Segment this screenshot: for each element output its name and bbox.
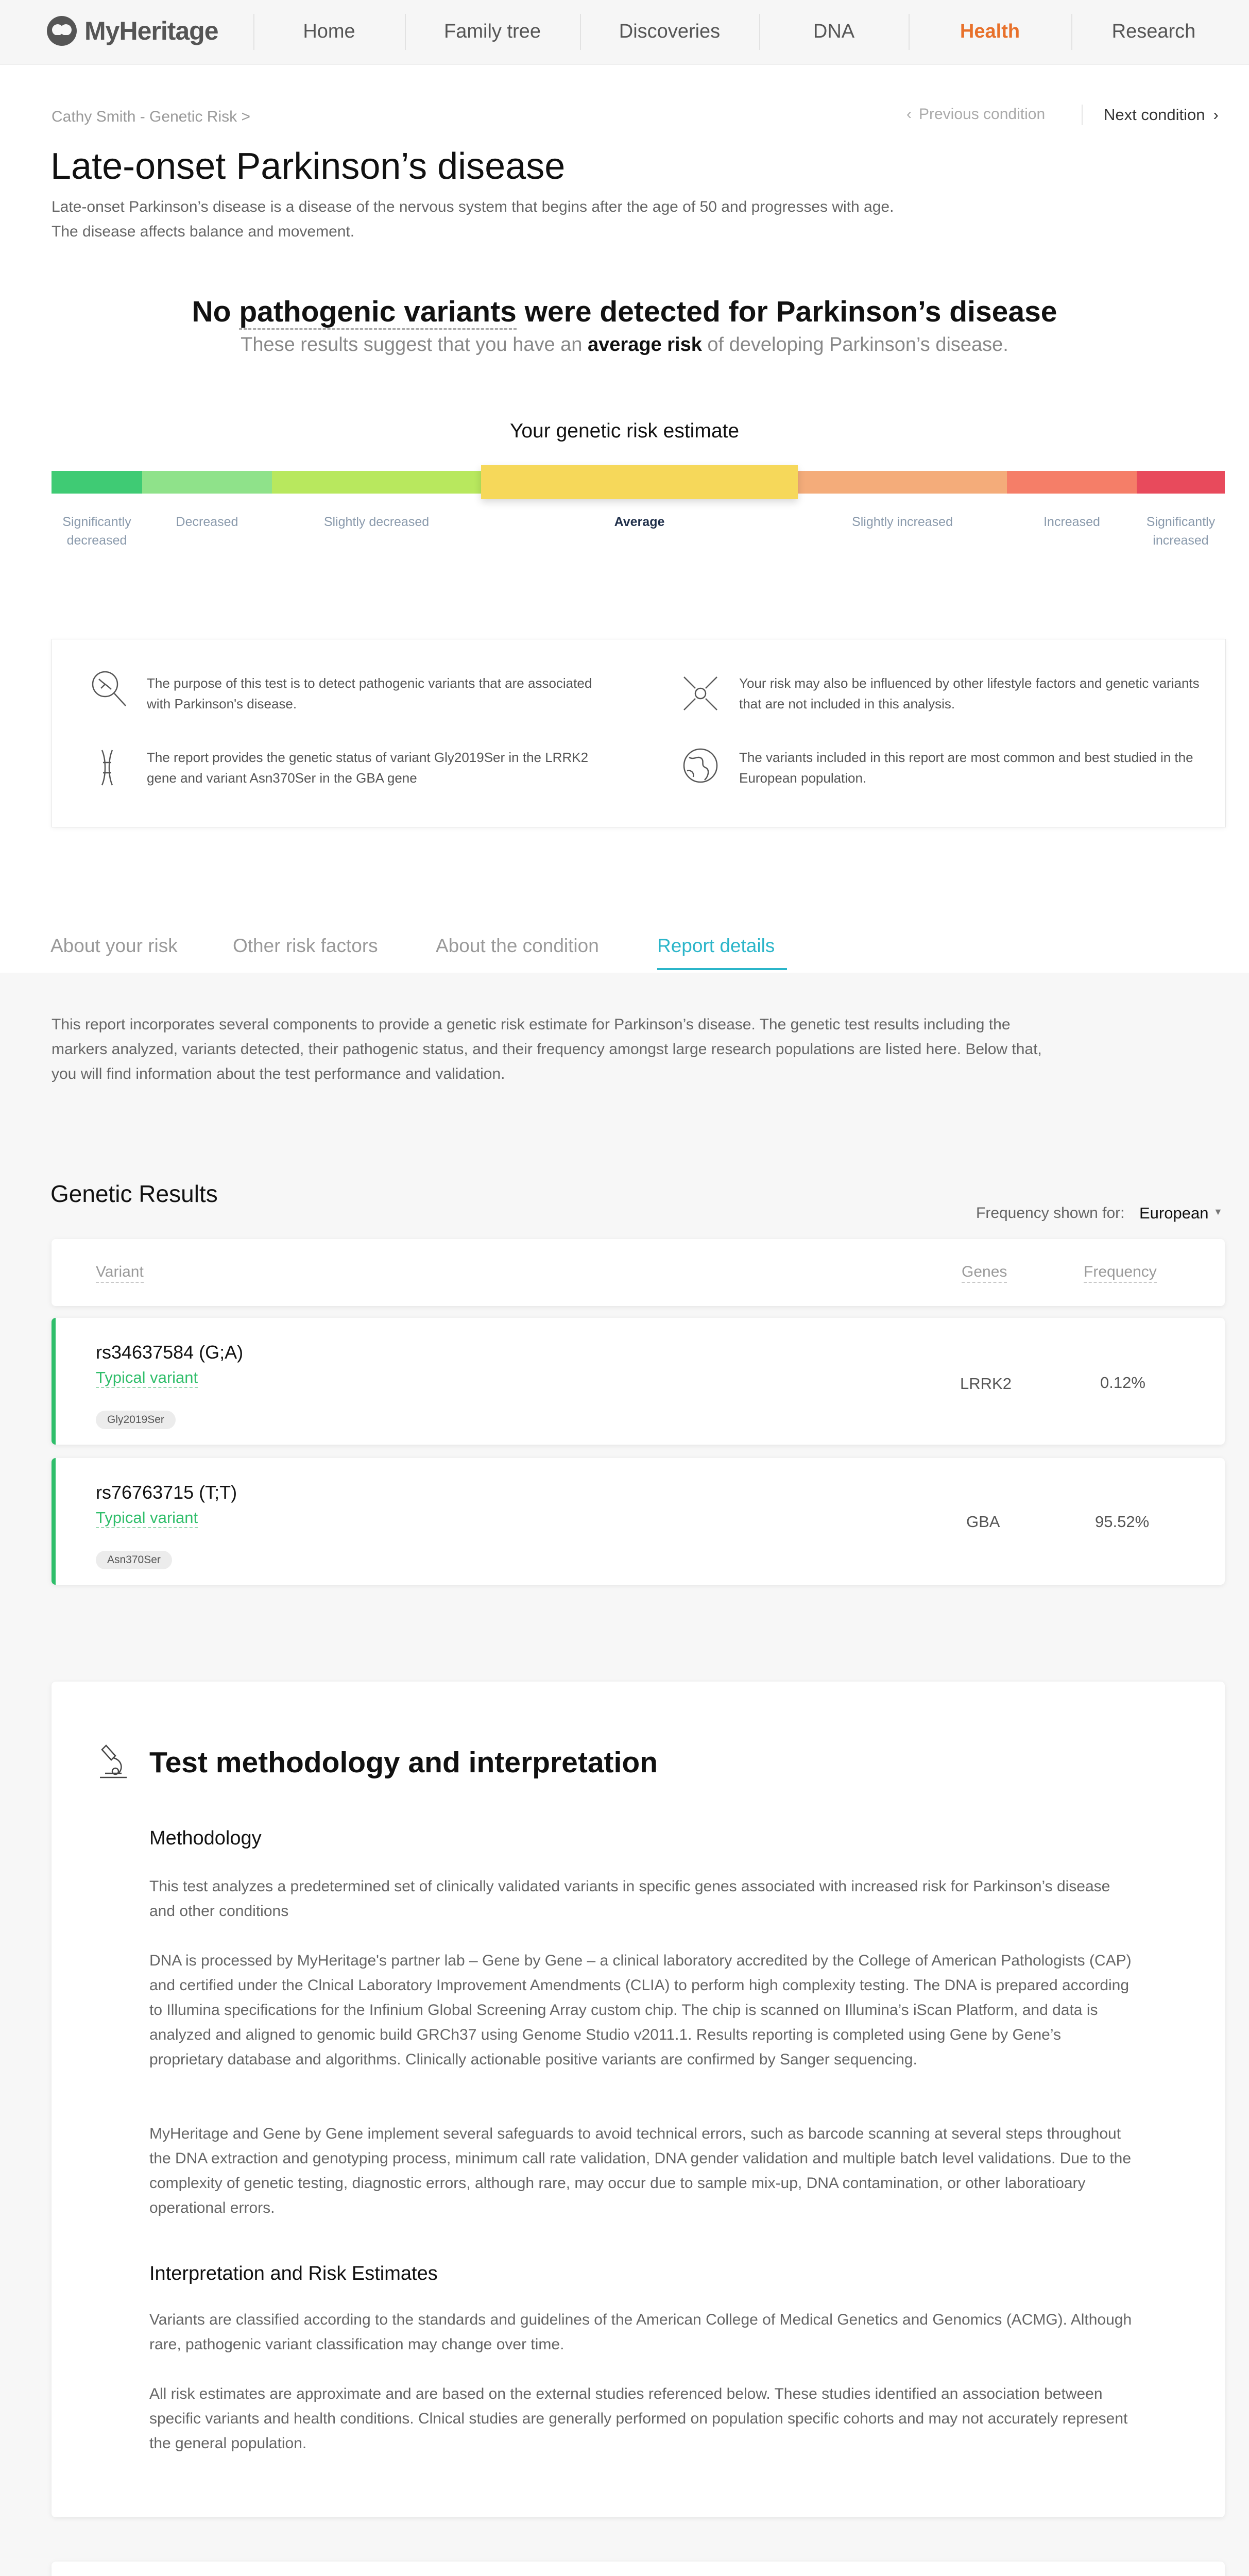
genetic-results-title: Genetic Results — [50, 1180, 218, 1207]
tab-about-the-condition[interactable]: About the condition — [436, 935, 599, 956]
breadcrumb[interactable]: Cathy Smith - Genetic Risk > — [52, 108, 250, 125]
methodology-heading: Methodology — [149, 1827, 262, 1849]
result-subheadline — [0, 334, 1249, 356]
variant-status[interactable]: Typical variant — [96, 1509, 198, 1528]
result-sub-bold: average risk — [588, 334, 702, 355]
condition-description: Late-onset Parkinson’s disease is a disease of the nervous system that begins after the age of 50 and progresses with age. The disease affects balance and movement. — [52, 198, 894, 240]
pathogenic-variants-term[interactable]: pathogenic variants — [239, 295, 516, 330]
risk-label-average: Average — [614, 515, 665, 529]
risk-estimate-title: Your genetic risk estimate — [509, 420, 740, 442]
chevron-right-icon: › — [1213, 106, 1219, 124]
risk-segment-slightly-increased — [798, 471, 1007, 494]
myheritage-logo[interactable] — [45, 14, 218, 47]
methodology-title: Test methodology and interpretation — [149, 1746, 658, 1779]
risk-segment-increased — [1007, 471, 1137, 494]
tab-other-risk-factors[interactable]: Other risk factors — [233, 935, 378, 956]
active-tab-indicator — [657, 968, 787, 970]
nav-item-health[interactable]: Health — [960, 20, 1020, 42]
risk-segment-slightly-decreased — [272, 471, 481, 494]
table-row[interactable] — [52, 1458, 1225, 1585]
methodology-paragraph: MyHeritage and Gene by Gene implement several safeguards to avoid technical errors, such as barcode scanning at several steps throughout the DNA extraction and genotyping process, minimum call rate validation, DNA gender validation and multiple batch level validations. Due to the complexity of genetic testing, diagnostic errors, although rare, may occur due to sample mix-up, DNA contamination, or other laboratioary operational errors. — [149, 2125, 1132, 2216]
result-headline-post: were detected for Parkinson’s disease — [516, 295, 1057, 328]
methodology-paragraph: DNA is processed by MyHeritage's partner lab – Gene by Gene – a clinical laboratory accredited by the College of American Pathologists (CAP) and certified under the Clnical Laboratory Improvement Amendments (CLIA) to perform high complexity testing. The DNA is prepared according to Illumina specifications for the Infinium Global Screening Array custom chip. The chip is scanned on Illumina’s iScan Platform, and data is analyzed and aligned to genomic build GRCh37 using Genome Studio v2011.1. Results reporting is completed using Gene by Gene’s proprietary database and algorithms. Clinically actionable positive variants are confirmed by Sanger sequencing. — [149, 1952, 1132, 2068]
risk-label-slightly-decreased: Slightly decreased — [323, 515, 430, 529]
variant-gene: LRRK2 — [960, 1375, 1012, 1393]
nav-item-dna[interactable]: DNA — [813, 20, 855, 42]
nav-item-discoveries[interactable]: Discoveries — [619, 20, 721, 42]
risk-label-increased: Increased — [1043, 515, 1100, 529]
caret-down-icon[interactable]: ▼ — [1213, 1207, 1223, 1217]
previous-condition-label: Previous condition — [919, 106, 1046, 123]
pager-divider — [1082, 105, 1083, 125]
brand-name: MyHeritage — [84, 16, 218, 45]
variant-frequency: 0.12% — [1100, 1374, 1145, 1392]
risk-label-slightly-increased: Slightly increased — [852, 515, 953, 529]
risk-segment-significantly-decreased — [52, 471, 142, 494]
nav-item-home[interactable]: Home — [303, 20, 355, 42]
variant-gene: GBA — [966, 1513, 1000, 1531]
info-text-report-variants: The report provides the genetic status of variant Gly2019Ser in the LRRK2 gene and variant Asn370Ser in the GBA gene — [147, 750, 589, 786]
column-header-genes[interactable]: Genes — [962, 1263, 1007, 1283]
risk-segment-average-selected — [481, 465, 798, 499]
genetic-results-table-header — [52, 1239, 1225, 1306]
variant-status[interactable]: Typical variant — [96, 1368, 198, 1388]
test-info-card — [52, 639, 1226, 827]
risk-label-significantly-decreased: Significantly decreased — [62, 515, 131, 548]
microscope-icon — [93, 1741, 134, 1785]
interpretation-heading: Interpretation and Risk Estimates — [149, 2263, 438, 2284]
table-row[interactable] — [52, 1318, 1225, 1445]
variant-tag: Gly2019Ser — [96, 1411, 176, 1429]
magnifier-dna-icon — [88, 668, 129, 709]
previous-condition-link[interactable] — [906, 106, 1045, 123]
interpretation-paragraph: All risk estimates are approximate and are based on the external studies referenced below. These studies identified an association between specific variants and health conditions. Clnical studies are generally performed on population specific cohorts and may not accurately represent the general population. — [149, 2385, 1128, 2452]
myheritage-logo-icon — [45, 14, 78, 47]
next-condition-link[interactable] — [1104, 106, 1219, 124]
variant-tag: Asn370Ser — [96, 1551, 172, 1569]
risk-label-decreased: Decreased — [176, 515, 238, 529]
risk-segment-decreased — [142, 471, 272, 494]
result-sub-pre: These results suggest that you have an — [241, 334, 588, 355]
chevron-left-icon: ‹ — [906, 106, 912, 123]
chromosome-icon — [89, 747, 130, 788]
risk-label-significantly-increased: Significantly increased — [1146, 515, 1216, 548]
result-sub-post: of developing Parkinson’s disease. — [702, 334, 1008, 355]
report-intro: This report incorporates several components to provide a genetic risk estimate for Parkinson’s disease. The genetic test results including the markers analyzed, variants detected, their pathogenic status, and their frequency amongst large research populations are listed here. Below that, you will find information about the test performance and validation. — [52, 1016, 1042, 1082]
tab-about-your-risk[interactable]: About your risk — [50, 935, 178, 956]
info-text-purpose: The purpose of this test is to detect pathogenic variants that are associated with Parkinson's disease. — [147, 675, 592, 711]
considerations-card — [52, 2562, 1225, 2576]
result-headline-pre: No — [192, 295, 239, 328]
result-headline — [0, 295, 1249, 329]
frequency-label: Frequency shown for: — [976, 1205, 1125, 1222]
risk-segment-significantly-increased — [1137, 471, 1225, 494]
methodology-paragraph: This test analyzes a predetermined set of clinically validated variants in specific genes associated with increased risk for Parkinson’s disease and other conditions — [149, 1878, 1110, 1920]
info-text-population: The variants included in this report are most common and best studied in the European population. — [739, 750, 1193, 786]
info-text-lifestyle: Your risk may also be influenced by other lifestyle factors and genetic variants that are not included in this analysis. — [739, 675, 1200, 711]
next-condition-label: Next condition — [1104, 106, 1205, 124]
tab-report-details[interactable]: Report details — [657, 935, 775, 956]
interpretation-paragraph: Variants are classified according to the standards and guidelines of the American College of Medical Genetics and Genomics (ACMG). Although rare, pathogenic variant classification may change over time. — [149, 2311, 1132, 2353]
variant-name: rs76763715 (T;T) — [96, 1482, 237, 1503]
nav-item-research[interactable]: Research — [1111, 20, 1196, 42]
page-title: Late-onset Parkinson’s disease — [50, 146, 566, 187]
globe-icon — [680, 745, 721, 786]
variant-frequency: 95.52% — [1095, 1513, 1150, 1531]
lifestyle-factors-icon — [680, 673, 721, 714]
column-header-frequency[interactable]: Frequency — [1084, 1263, 1157, 1283]
column-header-variant[interactable]: Variant — [96, 1263, 144, 1283]
nav-item-family-tree[interactable]: Family tree — [444, 20, 541, 42]
frequency-population-select[interactable]: European — [1139, 1204, 1209, 1222]
variant-name: rs34637584 (G;A) — [96, 1342, 244, 1363]
